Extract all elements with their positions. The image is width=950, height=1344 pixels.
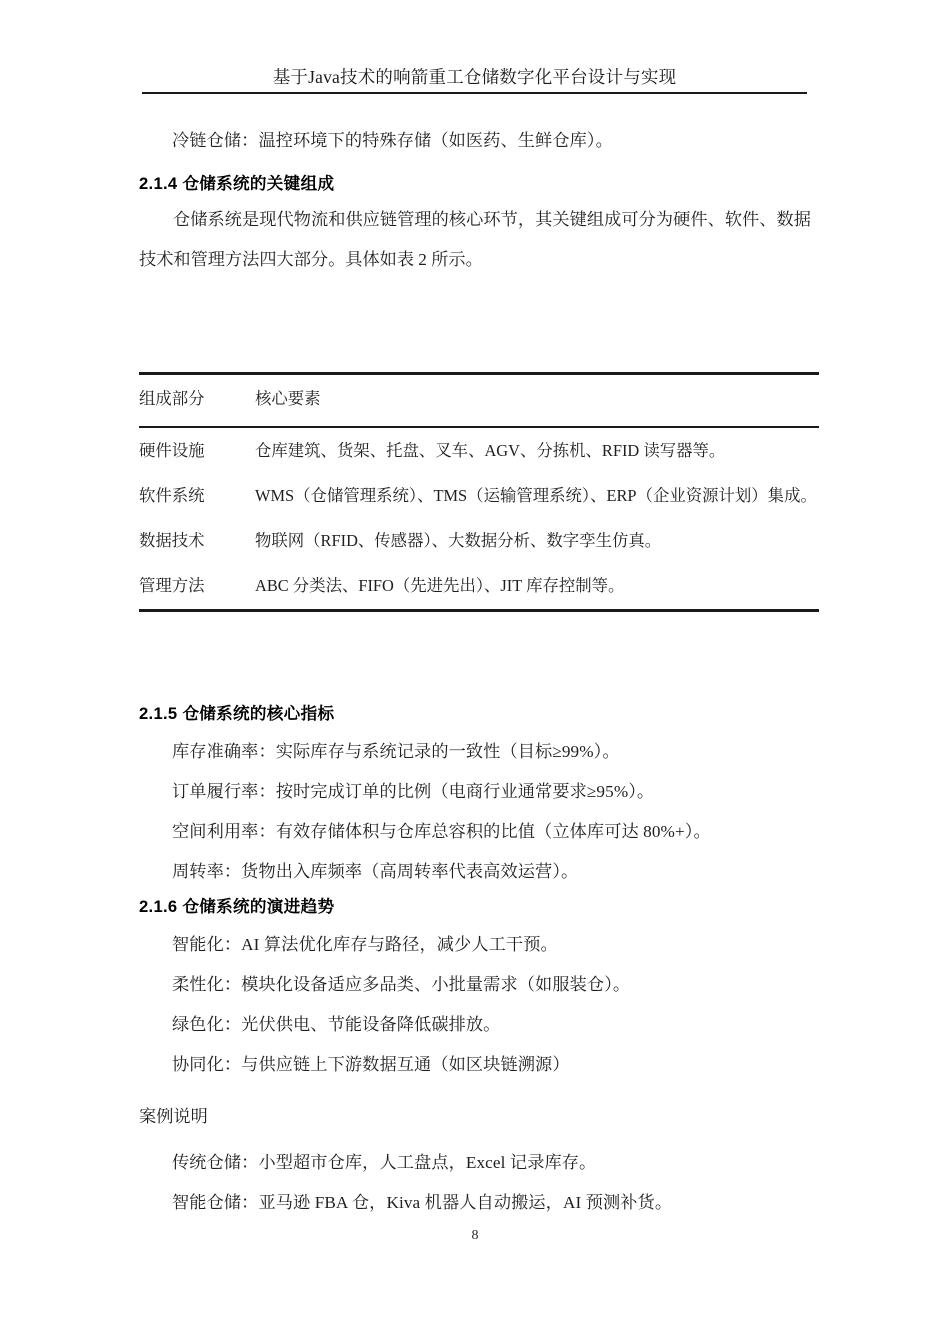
table-row <box>139 563 819 610</box>
table-row <box>139 473 819 518</box>
table-cell-label: 软件系统 <box>139 485 205 505</box>
case-study-title: 案例说明 <box>139 1107 208 1126</box>
trend-item-collaborative: 协同化：与供应链上下游数据互通（如区块链溯源） <box>172 1055 570 1074</box>
metric-item-space-utilization: 空间利用率：有效存储体积与仓库总容积的比值（立体库可达 80%+）。 <box>172 822 711 841</box>
table-cell-value: ABC 分类法、FIFO（先进先出）、JIT 库存控制等。 <box>255 563 819 610</box>
table-cell-label: 管理方法 <box>139 563 255 610</box>
heading-2-1-6: 2.1.6 仓储系统的演进趋势 <box>139 897 335 916</box>
paragraph-2-1-4-line-1: 仓储系统是现代物流和供应链管理的核心环节，其关键组成可分为硬件、 <box>173 210 725 229</box>
running-head: 基于Java技术的响箭重工仓储数字化平台设计与实现 <box>272 67 677 87</box>
table-cell-value: 仓库建筑、货架、托盘、叉车、AGV、分拣机、RFID 读写器等。 <box>255 440 726 460</box>
table-header-cell-elements: 核心要素 <box>255 374 819 427</box>
trend-item-intelligent: 智能化：AI 算法优化库存与路径，减少人工干预。 <box>172 935 558 954</box>
table-cell-label: 数据技术 <box>139 531 205 551</box>
header-rule <box>142 92 807 94</box>
page-number: 8 <box>471 1228 479 1243</box>
metric-item-order-fulfillment: 订单履行率：按时完成订单的比例（电商行业通常要求≥95%）。 <box>172 782 655 801</box>
paragraph-2-1-4-line-2: 软件、数据技术和管理方法四大部分。具体如表 2 所示。 <box>139 210 811 269</box>
table-header-cell-component: 组成部分 <box>139 374 255 427</box>
heading-2-1-4: 2.1.4 仓储系统的关键组成 <box>139 174 335 193</box>
metric-item-inventory-accuracy: 库存准确率：实际库存与系统记录的一致性（目标≥99%）。 <box>172 742 620 761</box>
table-header <box>139 374 819 427</box>
case-item-traditional-warehouse: 传统仓储：小型超市仓库，人工盘点，Excel 记录库存。 <box>172 1153 597 1172</box>
trend-item-green: 绿色化：光伏供电、节能设备降低碳排放。 <box>172 1015 501 1034</box>
paragraph-2-1-4 <box>139 200 811 280</box>
table-header-row <box>139 374 819 427</box>
table-body <box>139 427 819 611</box>
case-item-smart-warehouse: 智能仓储：亚马逊 FBA 仓，Kiva 机器人自动搬运，AI 预测补货。 <box>172 1193 673 1212</box>
table-row <box>139 518 819 563</box>
warehouse-system-composition-table <box>139 372 819 612</box>
table-cell-label: 硬件设施 <box>139 440 205 460</box>
trend-item-flexible: 柔性化：模块化设备适应多品类、小批量需求（如服装仓）。 <box>172 975 631 994</box>
table-row <box>139 427 819 473</box>
table-cell-value: 物联网（RFID、传感器）、大数据分析、数字孪生仿真。 <box>255 531 662 551</box>
table-cell-value: WMS（仓储管理系统）、TMS（运输管理系统）、ERP（企业资源计划）集成。 <box>255 485 817 505</box>
cold-chain-storage-line: 冷链仓储：温控环境下的特殊存储（如医药、生鲜仓库）。 <box>172 131 613 150</box>
metric-item-turnover-rate: 周转率：货物出入库频率（高周转率代表高效运营）。 <box>172 862 579 881</box>
heading-2-1-5: 2.1.5 仓储系统的核心指标 <box>139 704 335 723</box>
